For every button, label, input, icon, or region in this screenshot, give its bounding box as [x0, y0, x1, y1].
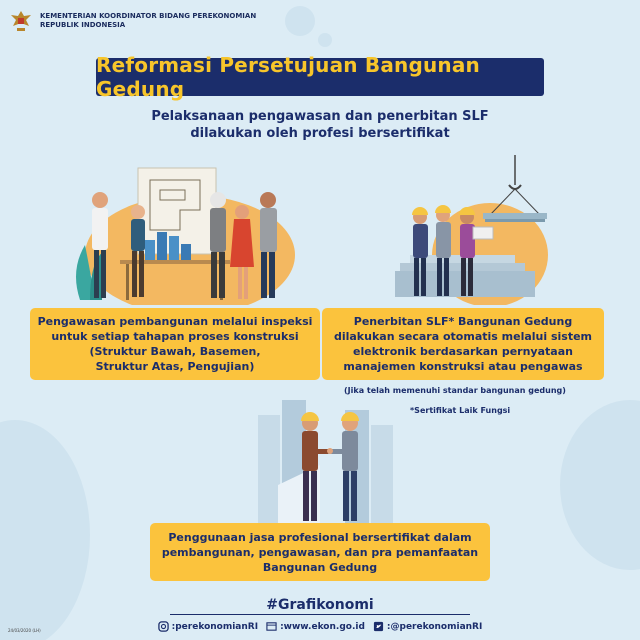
handshake-illustration [250, 395, 400, 525]
twitter-icon [373, 621, 384, 632]
certified-services-box [150, 523, 490, 581]
slf-info-box [322, 308, 604, 380]
website-link[interactable] [266, 621, 365, 632]
standard-note: (Jika telah memenuhi standar bangunan gedung) [344, 386, 566, 395]
publish-date: 24/03/2020 (LH) [8, 628, 41, 633]
box-right-line-2: dilakukan secara otomatis melalui sistem [333, 330, 593, 343]
box-left-line-1: Pengawasan pembangunan melalui inspeksi [37, 315, 313, 328]
subtitle [100, 108, 540, 142]
bg-blob [560, 400, 640, 570]
hashtag: #Grafikonomi [266, 597, 374, 613]
page-title: Reformasi Persetujuan Bangunan Gedung [96, 53, 480, 101]
title-banner [96, 53, 544, 101]
instagram-link[interactable] [158, 621, 258, 632]
box-left-line-2: untuk setiap tahapan proses konstruksi [51, 330, 299, 343]
box-bottom-line-3: Bangunan Gedung [262, 560, 378, 574]
ministry-header [8, 8, 256, 34]
box-bottom-line-2: pembangunan, pengawasan, dan pra pemanfaatan [161, 545, 479, 559]
box-right-line-4: manajemen konstruksi atau pengawas [343, 360, 583, 373]
box-right-line-1: Penerbitan SLF* Bangunan Gedung [353, 315, 573, 328]
twitter-link[interactable] [373, 621, 482, 632]
box-left-line-3: (Struktur Bawah, Basemen, [89, 345, 261, 358]
instagram-icon [158, 621, 169, 632]
box-right-line-3: elektronik berdasarkan pernyataan [353, 345, 573, 358]
subtitle-line-1: Pelaksanaan pengawasan dan penerbitan SLF [151, 109, 489, 124]
bg-bubble [318, 33, 332, 47]
box-left-line-4: Struktur Atas, Pengujian) [95, 360, 255, 373]
box-bottom-line-1: Penggunaan jasa profesional bersertifikat dalam [168, 530, 472, 544]
twitter-handle: :@perekonomianRI [386, 621, 483, 632]
footer-divider [170, 614, 470, 615]
construction-workers-illustration [395, 155, 555, 305]
slf-footnote: *Sertifikat Laik Fungsi [410, 406, 511, 415]
social-links [0, 621, 640, 632]
subtitle-line-2: dilakukan oleh profesi bersertifikat [190, 126, 450, 141]
browser-icon [266, 621, 277, 632]
ministry-name [40, 12, 256, 30]
inspection-info-box [30, 308, 320, 380]
inspection-team-illustration [60, 160, 310, 305]
instagram-handle: :perekonomianRI [171, 621, 259, 632]
garuda-emblem-icon [8, 8, 34, 34]
ministry-line-2: REPUBLIK INDONESIA [40, 21, 126, 29]
ministry-line-1: KEMENTERIAN KOORDINATOR BIDANG PEREKONOMIAN [40, 12, 257, 20]
website-url: :www.ekon.go.id [280, 621, 365, 632]
bg-bubble [285, 6, 315, 36]
